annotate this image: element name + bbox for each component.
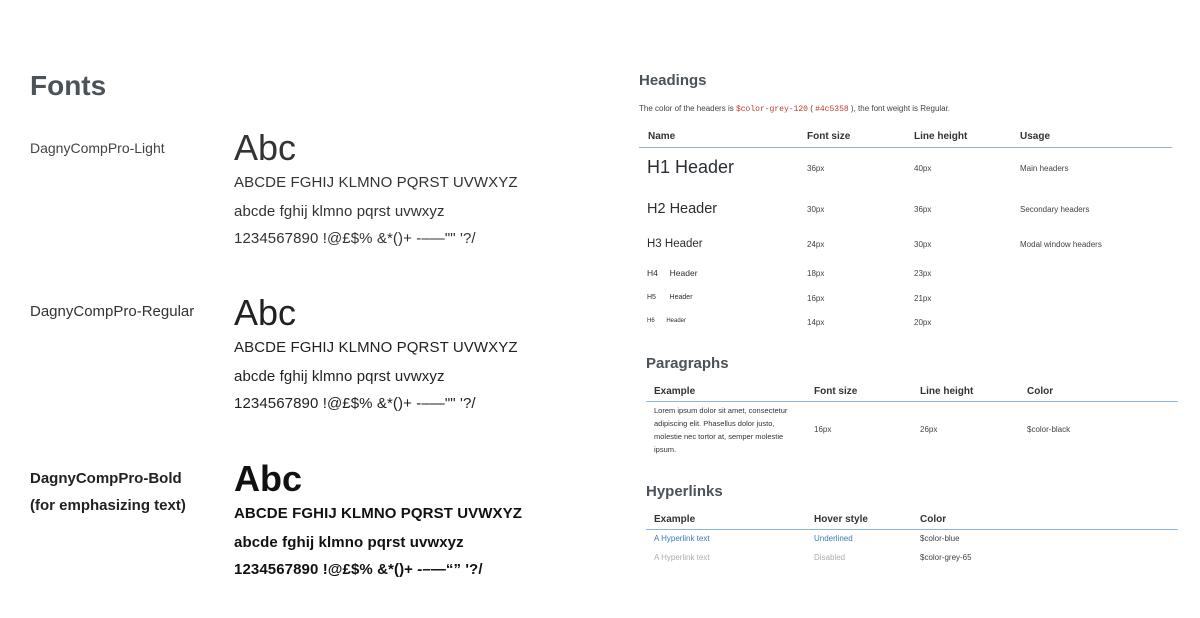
h5-line-height: 21px xyxy=(914,294,932,303)
paragraphs-col-font-size: Font size xyxy=(814,386,858,397)
h4-line-height: 23px xyxy=(914,269,932,278)
font-light-abc: Abc xyxy=(234,127,297,168)
h1-line-height: 40px xyxy=(914,164,932,173)
h3-usage: Modal window headers xyxy=(1020,240,1102,249)
h1-sample: H1 Header xyxy=(647,157,735,177)
font-name-light: DagnyCompPro-Light xyxy=(30,140,165,156)
headings-col-line-height: Line height xyxy=(914,131,968,142)
hyperlink-color-grey: $color-grey-65 xyxy=(920,553,972,562)
h4-font-size: 18px xyxy=(807,269,825,278)
font-regular-abc: Abc xyxy=(234,292,297,333)
paragraph-line-height: 26px xyxy=(920,425,938,434)
paragraphs-col-color: Color xyxy=(1027,386,1054,397)
font-regular-lowercase: abcde fghij klmno pqrst uvwxyz xyxy=(234,368,445,385)
font-name-regular: DagnyCompPro-Regular xyxy=(30,303,195,320)
h4-sample: H4 Header xyxy=(647,268,698,278)
headings-header-rule xyxy=(639,147,1172,148)
hyperlinks-col-hover-style: Hover style xyxy=(814,514,868,525)
h3-sample: H3 Header xyxy=(647,238,703,250)
h2-line-height: 36px xyxy=(914,205,932,214)
hyperlink-hover-underlined: Underlined xyxy=(814,534,853,543)
hyperlink-example-disabled: A Hyperlink text xyxy=(654,553,710,562)
hyperlink-color-blue: $color-blue xyxy=(920,534,960,543)
paragraph-example-text: Lorem ipsum dolor sit amet, consectetur adipiscing elit. Phasellus dolor justo, molestie nec tortor at, semper molestie ipsum. xyxy=(654,406,788,454)
h2-font-size: 30px xyxy=(807,205,825,214)
hyperlinks-header-rule xyxy=(646,529,1178,530)
font-bold-digits: 1234567890 !@£$% &*()+ -–—“” '?/ xyxy=(234,561,483,578)
font-light-uppercase: ABCDE FGHIJ KLMNO PQRST UVWXYZ xyxy=(234,174,518,191)
h5-font-size: 16px xyxy=(807,294,825,303)
hyperlinks-title: Hyperlinks xyxy=(646,483,723,500)
h6-font-size: 14px xyxy=(807,318,825,327)
color-hex-code: #4c5358 xyxy=(815,105,849,114)
h1-usage: Main headers xyxy=(1020,164,1069,173)
font-regular-digits: 1234567890 !@£$% &*()+ -–—"" '?/ xyxy=(234,395,476,412)
font-regular-uppercase: ABCDE FGHIJ KLMNO PQRST UVWXYZ xyxy=(234,339,518,356)
font-bold-uppercase: ABCDE FGHIJ KLMNO PQRST UVWXYZ xyxy=(234,505,523,522)
headings-title: Headings xyxy=(639,72,707,89)
fonts-title: Fonts xyxy=(30,70,107,101)
hyperlinks-col-color: Color xyxy=(920,514,947,525)
paragraphs-header-rule xyxy=(646,401,1178,402)
h2-sample: H2 Header xyxy=(647,201,718,217)
font-bold-lowercase: abcde fghij klmno pqrst uvwxyz xyxy=(234,534,464,551)
h3-line-height: 30px xyxy=(914,240,932,249)
h1-font-size: 36px xyxy=(807,164,825,173)
font-bold-note: (for emphasizing text) xyxy=(30,497,186,514)
paragraph-font-size: 16px xyxy=(814,425,832,434)
h3-font-size: 24px xyxy=(807,240,825,249)
h2-usage: Secondary headers xyxy=(1020,205,1090,214)
h6-sample: H6 Header xyxy=(647,318,687,324)
headings-col-font-size: Font size xyxy=(807,131,851,142)
headings-col-name: Name xyxy=(648,131,676,142)
h5-sample: H5 Header xyxy=(647,294,693,301)
paragraphs-col-line-height: Line height xyxy=(920,386,974,397)
paragraph-color: $color-black xyxy=(1027,425,1071,434)
hyperlinks-col-example: Example xyxy=(654,514,696,525)
font-light-lowercase: abcde fghij klmno pqrst uvwxyz xyxy=(234,203,445,220)
paragraphs-col-example: Example xyxy=(654,386,696,397)
headings-description: The color of the headers is $color-grey-120 ( #4c5358 ), the font weight is Regular. xyxy=(639,104,951,114)
font-bold-abc: Abc xyxy=(234,458,303,499)
hyperlink-hover-disabled: Disabled xyxy=(814,553,846,562)
h6-line-height: 20px xyxy=(914,318,932,327)
font-light-digits: 1234567890 !@£$% &*()+ -–—"" '?/ xyxy=(234,230,476,247)
color-variable-code: $color-grey-120 xyxy=(735,105,808,114)
headings-col-usage: Usage xyxy=(1020,131,1051,142)
hyperlink-example-active[interactable]: A Hyperlink text xyxy=(654,534,710,543)
paragraphs-title: Paragraphs xyxy=(646,355,729,372)
font-name-bold: DagnyCompPro-Bold xyxy=(30,470,182,487)
